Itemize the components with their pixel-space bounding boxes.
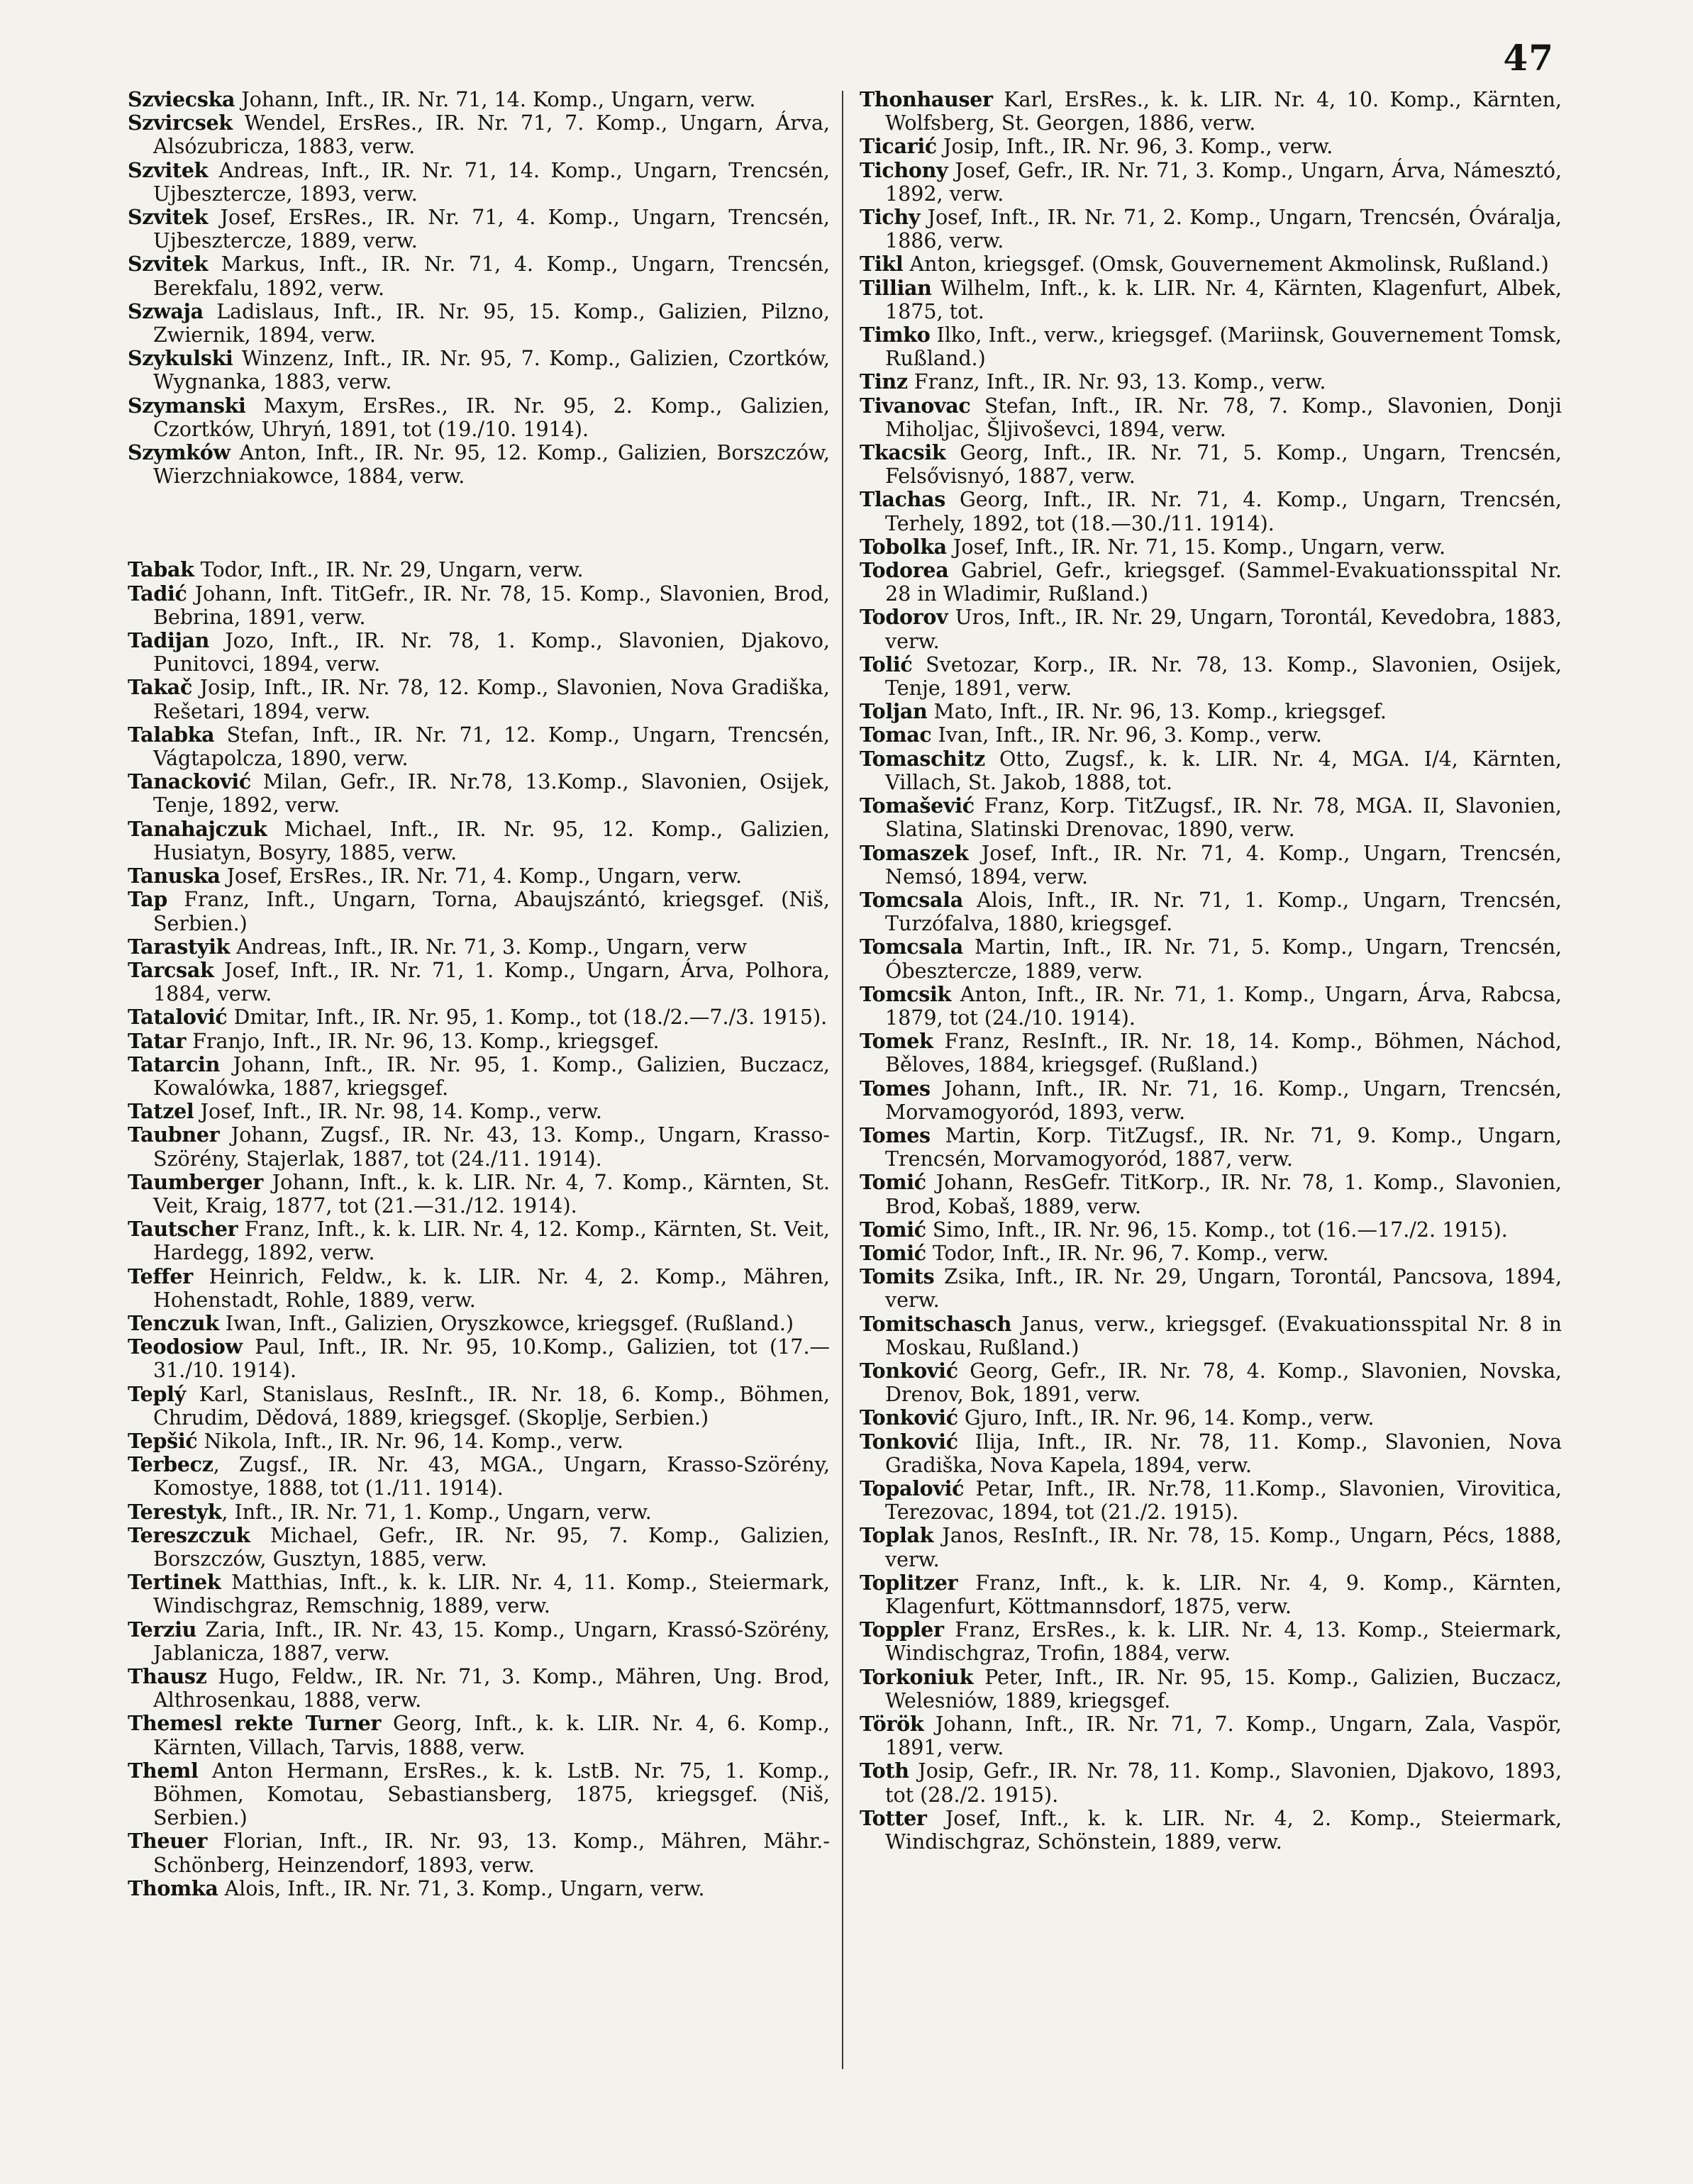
entry-surname: Tolić [860, 652, 913, 676]
list-entry [860, 1077, 1562, 1124]
list-entry [128, 582, 830, 629]
entry-details: Alois, Inft., IR. Nr. 71, 3. Komp., Ungarn, verw. [218, 1876, 705, 1900]
entry-details: Uros, Inft., IR. Nr. 29, Ungarn, Torontál, Kevedobra, 1883, verw. [885, 606, 1562, 653]
entry-details: Hugo, Feldw., IR. Nr. 71, 3. Komp., Mähren, Ung. Brod, Althrosenkau, 1888, verw. [153, 1665, 830, 1712]
entry-surname: Taubner [128, 1122, 220, 1147]
entry-details: Franz, Korp. TitZugsf., IR. Nr. 78, MGA. II, Slavonien, Slatina, Slatinski Drenovac, 1890, verw. [885, 794, 1562, 842]
entry-details: Ladislaus, Inft., IR. Nr. 95, 15. Komp., Galizien, Pilzno, Zwiernik, 1894, verw. [153, 299, 830, 347]
entry-surname: Tepšić [128, 1428, 198, 1453]
entry-surname: Tadić [128, 581, 187, 606]
entry-surname: Thausz [128, 1664, 207, 1688]
list-entry [860, 1571, 1562, 1618]
entry-details: Nikola, Inft., IR. Nr. 96, 14. Komp., verw. [197, 1429, 623, 1453]
list-entry [128, 935, 830, 959]
list-entry [860, 277, 1562, 323]
entry-details: Iwan, Inft., Galizien, Oryszkowce, kriegsgef. (Rußland.) [218, 1311, 794, 1335]
entry-details: Anton, kriegsgef. (Omsk, Gouvernement Akmolinsk, Rußland.) [903, 252, 1549, 277]
list-entry [860, 983, 1562, 1030]
list-entry [860, 935, 1562, 982]
entry-surname: Tobolka [860, 534, 947, 559]
entry-surname: Tatar [128, 1028, 187, 1053]
entry-surname: Toplitzer [860, 1570, 958, 1595]
entry-details: Johann, Inft., IR. Nr. 71, 16. Komp., Ungarn, Trencsén, Morvamogyoród, 1893, verw. [885, 1076, 1562, 1124]
list-entry [128, 252, 830, 299]
entry-details: Matthias, Inft., k. k. LIR. Nr. 4, 11. Komp., Steiermark, Windischgraz, Remschnig, 1889, verw. [153, 1571, 830, 1618]
entry-details: Franjo, Inft., IR. Nr. 96, 13. Komp., kriegsgef. [186, 1029, 660, 1053]
list-entry [128, 1123, 830, 1170]
list-entry [860, 559, 1562, 606]
list-entry [128, 1335, 830, 1382]
entry-details: Josef, Inft., k. k. LIR. Nr. 4, 2. Komp., Steiermark, Windischgraz, Schönstein, 1889, verw. [885, 1806, 1562, 1854]
list-entry [128, 1712, 830, 1759]
entry-surname: Tarastyik [128, 934, 231, 959]
entry-surname: Tonković [860, 1358, 958, 1383]
entry-details: Petar, Inft., IR. Nr.78, 11.Komp., Slavonien, Virovitica, Terezovac, 1894, tot (21./2. 1915). [885, 1476, 1562, 1525]
list-entry [128, 1053, 830, 1100]
entry-surname: Tenczuk [128, 1310, 219, 1335]
list-entry [128, 676, 830, 723]
entry-surname: Tinz [860, 369, 908, 394]
entry-surname: Tichony [860, 157, 948, 182]
list-entry [860, 1477, 1562, 1524]
entry-details: Otto, Zugsf., k. k. LIR. Nr. 4, MGA. I/4, Kärnten, Villach, St. Jakob, 1888, tot. [885, 747, 1562, 794]
entry-details: Janus, verw., kriegsgef. (Evakuationsspital Nr. 8 in Moskau, Rußland.) [885, 1312, 1562, 1359]
entry-details: Josef, Inft., IR. Nr. 71, 15. Komp., Ungarn, verw. [946, 535, 1446, 559]
list-entry [128, 1430, 830, 1453]
list-entry [860, 1524, 1562, 1571]
entry-details: Josef, ErsRes., IR. Nr. 71, 4. Komp., Ungarn, verw. [220, 864, 743, 888]
entry-surname: Tkacsik [860, 440, 946, 465]
entry-details: Todor, Inft., IR. Nr. 29, Ungarn, verw. [194, 558, 584, 582]
list-entry [860, 135, 1562, 158]
list-entry [860, 1218, 1562, 1242]
entry-surname: Toth [860, 1759, 909, 1783]
entry-surname: Szymanski [128, 393, 246, 418]
entry-details: Josef, Inft., IR. Nr. 71, 4. Komp., Ungarn, Trencsén, Nemsó, 1894, verw. [885, 841, 1562, 888]
entry-details: Winzenz, Inft., IR. Nr. 95, 7. Komp., Galizien, Czortków, Wygnanka, 1883, verw. [153, 347, 830, 394]
entry-surname: Tereszczuk [128, 1522, 250, 1547]
entry-details: Jozo, Inft., IR. Nr. 78, 1. Komp., Slavonien, Djakovo, Punitovci, 1894, verw. [153, 629, 830, 676]
entry-surname: Tonković [860, 1429, 958, 1454]
entry-surname: Tomcsik [860, 981, 951, 1006]
list-entry [128, 1877, 830, 1900]
section-gap [128, 488, 830, 558]
entry-surname: Tomek [860, 1029, 933, 1054]
list-entry [128, 1500, 830, 1524]
entry-surname: Tanuska [128, 864, 221, 888]
list-entry [128, 206, 830, 252]
entry-details: Josef, ErsRes., IR. Nr. 71, 4. Komp., Ungarn, Trencsén, Ujbesztercze, 1889, verw. [153, 206, 830, 253]
entry-details: Markus, Inft., IR. Nr. 71, 4. Komp., Ungarn, Trencsén, Berekfalu, 1892, verw. [153, 252, 830, 300]
entry-details: Karl, ErsRes., k. k. LIR. Nr. 4, 10. Komp., Kärnten, Wolfsberg, St. Georgen, 1886, verw. [885, 88, 1562, 135]
entry-details: Zaria, Inft., IR. Nr. 43, 15. Komp., Ungarn, Krassó-Szörény, Jablanicza, 1887, verw. [153, 1617, 830, 1665]
entry-surname: Teffer [128, 1264, 193, 1288]
entry-surname: Torkoniuk [860, 1664, 974, 1689]
entry-details: Johann, Inft., k. k. LIR. Nr. 4, 7. Komp., Kärnten, St. Veit, Kraig, 1877, tot (21.—31./12. 1914). [153, 1170, 830, 1218]
list-entry [860, 1313, 1562, 1359]
entry-surname: Toppler [860, 1617, 944, 1642]
list-entry [860, 370, 1562, 394]
entry-details: Andreas, Inft., IR. Nr. 71, 3. Komp., Ungarn, verw [230, 935, 748, 959]
entry-surname: Todorea [860, 558, 949, 583]
entry-details: Franz, Inft., k. k. LIR. Nr. 4, 12. Komp., Kärnten, St. Veit, Hardegg, 1892, verw. [153, 1218, 830, 1265]
entry-details: Johann, Zugsf., IR. Nr. 43, 13. Komp., Ungarn, Krasso-Szörény, Stajerlak, 1887, tot (24./11. 1914). [153, 1123, 830, 1171]
list-entry [128, 1100, 830, 1123]
entry-surname: Tomcsala [860, 887, 963, 912]
entry-details: Anton, Inft., IR. Nr. 71, 1. Komp., Ungarn, Árva, Rabcsa, 1879, tot (24./10. 1914). [885, 982, 1562, 1030]
entry-details: Gjuro, Inft., IR. Nr. 96, 14. Komp., verw. [957, 1406, 1375, 1430]
entry-surname: Timko [860, 323, 931, 347]
list-entry [128, 1383, 830, 1430]
entry-details: Johann, Inft. TitGefr., IR. Nr. 78, 15. Komp., Slavonien, Brod, Bebrina, 1891, verw. [153, 581, 830, 629]
entry-details: Johann, Inft., IR. Nr. 71, 7. Komp., Ungarn, Zala, Vaspör, 1891, verw. [885, 1712, 1562, 1760]
entry-surname: Todorov [860, 605, 948, 630]
entry-surname: Tadijan [128, 628, 210, 653]
list-entry [860, 842, 1562, 888]
list-entry [128, 770, 830, 817]
entry-details: Wendel, ErsRes., IR. Nr. 71, 7. Komp., Ungarn, Árva, Alsózubricza, 1883, verw. [153, 111, 830, 159]
list-entry [860, 606, 1562, 652]
entry-surname: Tatzel [128, 1099, 194, 1124]
entry-details: Mato, Inft., IR. Nr. 96, 13. Komp., kriegsgef. [927, 700, 1387, 724]
entry-details: Svetozar, Korp., IR. Nr. 78, 13. Komp., Slavonien, Osijek, Tenje, 1891, verw. [885, 652, 1562, 701]
entry-details: Franz, ResInft., IR. Nr. 18, 14. Komp., Böhmen, Náchod, Běloves, 1884, kriegsgef. (Rußland.) [885, 1030, 1562, 1077]
entry-surname: Toplak [860, 1523, 934, 1548]
entry-surname: Thomka [128, 1876, 218, 1900]
entry-details: Franz, Inft., k. k. LIR. Nr. 4, 9. Komp., Kärnten, Klagenfurt, Köttmannsdorf, 1875, verw. [885, 1571, 1562, 1618]
entry-details: Simo, Inft., IR. Nr. 96, 15. Komp., tot (16.—17./2. 1915). [926, 1218, 1508, 1242]
list-entry [128, 1030, 830, 1053]
entry-details: Johann, Inft., IR. Nr. 71, 14. Komp., Ungarn, verw. [235, 88, 756, 111]
entry-surname: Toljan [860, 699, 928, 724]
list-entry [860, 1265, 1562, 1312]
list-entry [128, 1218, 830, 1264]
list-entry [128, 1171, 830, 1218]
list-entry [860, 1618, 1562, 1665]
list-entry [860, 88, 1562, 135]
list-entry [860, 1124, 1562, 1171]
list-entry [860, 323, 1562, 370]
entry-surname: Theml [128, 1758, 199, 1783]
entry-details: Zsika, Inft., IR. Nr. 29, Ungarn, Torontál, Pancsova, 1894, verw. [885, 1265, 1562, 1313]
entry-surname: Szviecska [128, 87, 235, 111]
entry-surname: Tautscher [128, 1217, 238, 1242]
entry-details: Martin, Korp. TitZugsf., IR. Nr. 71, 9. Komp., Ungarn, Trencsén, Morvamogyoród, 1887, verw. [885, 1123, 1562, 1171]
list-entry [860, 794, 1562, 841]
entry-surname: Terbecz [128, 1452, 213, 1477]
list-entry [860, 1359, 1562, 1406]
entry-details: Josip, Gefr., IR. Nr. 78, 11. Komp., Slavonien, Djakovo, 1893, tot (28./2. 1915). [885, 1759, 1562, 1807]
entry-details: , Zugsf., IR. Nr. 43, MGA., Ungarn, Krasso-Szörény, Komostye, 1888, tot (1./11. 1914). [153, 1453, 830, 1500]
entry-surname: Tomić [860, 1170, 926, 1195]
entry-details: Stefan, Inft., IR. Nr. 78, 7. Komp., Slavonien, Donji Miholjac, Šljivoševci, 1894, verw. [885, 394, 1562, 441]
entry-details: Ilija, Inft., IR. Nr. 78, 11. Komp., Slavonien, Nova Gradiška, Nova Kapela, 1894, verw. [885, 1430, 1562, 1477]
list-entry [860, 1712, 1562, 1759]
list-entry [128, 159, 830, 206]
column-divider [842, 91, 843, 2069]
entry-details: Georg, Inft., IR. Nr. 71, 4. Komp., Ungarn, Trencsén, Terhely, 1892, tot (18.—30./11. 1914). [885, 488, 1562, 535]
entry-surname: Talabka [128, 722, 215, 747]
entry-details: Karl, Stanislaus, ResInft., IR. Nr. 18, 6. Komp., Böhmen, Chrudim, Dědová, 1889, kriegsgef. (Skoplje, Serbien.) [153, 1382, 830, 1430]
list-entry [128, 959, 830, 1005]
entry-surname: Szvitek [128, 252, 209, 277]
list-entry [128, 1571, 830, 1617]
entry-surname: Szvitek [128, 157, 209, 182]
list-entry [860, 1807, 1562, 1854]
entry-details: Wilhelm, Inft., k. k. LIR. Nr. 4, Kärnten, Klagenfurt, Albek, 1875, tot. [885, 276, 1562, 323]
entry-details: Michael, Inft., IR. Nr. 95, 12. Komp., Galizien, Husiatyn, Bosyry, 1885, verw. [153, 817, 830, 864]
list-entry [128, 1759, 830, 1830]
list-entry [860, 888, 1562, 935]
list-entry [128, 111, 830, 158]
entry-details: Stefan, Inft., IR. Nr. 71, 12. Komp., Ungarn, Trencsén, Vágtapolcza, 1890, verw. [153, 723, 830, 771]
entry-surname: Tomes [860, 1076, 931, 1101]
list-entry [128, 1618, 830, 1665]
entry-surname: Tatarcin [128, 1052, 221, 1076]
entry-surname: Thonhauser [860, 87, 993, 111]
list-entry [860, 252, 1562, 276]
entry-surname: Theuer [128, 1829, 208, 1854]
list-entry [860, 206, 1562, 252]
list-entry [128, 1829, 830, 1876]
entry-surname: Tomitschasch [860, 1311, 1012, 1336]
entry-surname: Tlachas [860, 487, 945, 512]
entry-details: Josip, Inft., IR. Nr. 96, 3. Komp., verw. [936, 135, 1333, 159]
entry-details: Josef, Inft., IR. Nr. 71, 1. Komp., Ungarn, Árva, Polhora, 1884, verw. [153, 958, 830, 1006]
entry-details: Johann, Inft., IR. Nr. 95, 1. Komp., Galizien, Buczacz, Kowalówka, 1887, kriegsgef. [153, 1052, 830, 1100]
entry-surname: Tomaszek [860, 840, 969, 865]
entry-details: Georg, Inft., IR. Nr. 71, 5. Komp., Ungarn, Trencsén, Felsővisnyó, 1887, verw. [885, 441, 1562, 489]
entry-details: Gabriel, Gefr., kriegsgef. (Sammel-Evakuationsspital Nr. 28 in Wladimir, Rußland.) [885, 559, 1562, 606]
entry-details: Johann, ResGefr. TitKorp., IR. Nr. 78, 1. Komp., Slavonien, Brod, Kobaš, 1889, verw. [885, 1171, 1562, 1218]
entry-surname: Tikl [860, 252, 904, 277]
list-entry [860, 1171, 1562, 1218]
entry-surname: Szymków [128, 440, 231, 465]
entry-details: Andreas, Inft., IR. Nr. 71, 14. Komp., Ungarn, Trencsén, Ujbesztercze, 1893, verw. [153, 158, 830, 206]
entry-details: Todor, Inft., IR. Nr. 96, 7. Komp., verw. [926, 1241, 1329, 1265]
entry-surname: Tatalović [128, 1005, 228, 1030]
list-entry [128, 1665, 830, 1712]
list-entry [860, 1666, 1562, 1712]
list-entry [128, 1312, 830, 1335]
list-entry [860, 1406, 1562, 1430]
entry-surname: Tichy [860, 205, 921, 230]
entry-surname: Takač [128, 675, 193, 700]
entry-surname: Tomcsala [860, 935, 963, 959]
entry-surname: Taumberger [128, 1169, 263, 1194]
entry-details: Josip, Inft., IR. Nr. 78, 12. Komp., Slavonien, Nova Gradiška, Rešetari, 1894, verw. [153, 676, 830, 723]
list-entry [860, 394, 1562, 441]
entry-details: Florian, Inft., IR. Nr. 93, 13. Komp., Mähren, Mähr.-Schönberg, Heinzendorf, 1893, verw. [153, 1829, 830, 1877]
entry-details: Franz, Inft., IR. Nr. 93, 13. Komp., verw. [907, 370, 1326, 394]
entry-surname: Szvitek [128, 205, 209, 230]
list-entry [128, 394, 830, 441]
entry-surname: Tanahajczuk [128, 816, 267, 841]
list-entry [860, 1030, 1562, 1076]
entry-surname: Tomac [860, 723, 932, 747]
entry-surname: Themesl rekte Turner [128, 1711, 382, 1736]
entry-details: Anton Hermann, ErsRes., k. k. LstB. Nr. 75, 1. Komp., Böhmen, Komotau, Sebastiansberg, 1875, kriegsgef. (Niš, Serbien.) [153, 1759, 830, 1830]
entry-surname: Tabak [128, 557, 194, 582]
right-column [860, 88, 1562, 1854]
entry-details: Heinrich, Feldw., k. k. LIR. Nr. 4, 2. Komp., Mähren, Hohenstadt, Rohle, 1889, verw. [153, 1264, 830, 1312]
entry-details: Franz, ErsRes., k. k. LIR. Nr. 4, 13. Komp., Steiermark, Windischgraz, Trofin, 1884, verw. [885, 1618, 1562, 1666]
entry-surname: Totter [860, 1805, 927, 1830]
entry-details: Janos, ResInft., IR. Nr. 78, 15. Komp., Ungarn, Pécs, 1888, verw. [885, 1524, 1562, 1571]
entry-surname: Tertinek [128, 1570, 221, 1595]
entry-details: Ilko, Inft., verw., kriegsgef. (Mariinsk, Gouvernement Tomsk, Rußland.) [885, 323, 1562, 371]
entry-surname: Tomaschitz [860, 746, 985, 771]
entry-surname: Topalović [860, 1476, 965, 1500]
entry-surname: Tomes [860, 1122, 931, 1147]
list-entry [860, 747, 1562, 794]
list-entry [128, 558, 830, 581]
entry-surname: Terestyk [128, 1499, 222, 1524]
entry-details: Paul, Inft., IR. Nr. 95, 10.Komp., Galizien, tot (17.—31./10. 1914). [153, 1335, 830, 1383]
entry-surname: Tonković [860, 1405, 958, 1430]
list-entry [860, 441, 1562, 488]
list-entry [128, 888, 830, 935]
entry-details: Ivan, Inft., IR. Nr. 96, 3. Komp., verw. [931, 723, 1322, 747]
entry-surname: Török [860, 1712, 924, 1737]
entry-details: Anton, Inft., IR. Nr. 95, 12. Komp., Galizien, Borszczów, Wierzchniakowce, 1884, verw. [153, 441, 830, 489]
entry-surname: Szykulski [128, 346, 233, 371]
list-entry [128, 864, 830, 888]
entry-surname: Tomits [860, 1264, 935, 1289]
list-entry [128, 723, 830, 770]
entry-surname: Tivanovac [860, 393, 971, 418]
entry-details: Michael, Gefr., IR. Nr. 95, 7. Komp., Galizien, Borszczów, Gusztyn, 1885, verw. [153, 1523, 830, 1571]
entry-surname: Tomašević [860, 793, 975, 818]
list-entry [128, 1265, 830, 1312]
entry-surname: Terziu [128, 1617, 197, 1642]
list-entry [860, 700, 1562, 723]
entry-details: , Inft., IR. Nr. 71, 1. Komp., Ungarn, verw. [221, 1500, 652, 1524]
list-entry [128, 1453, 830, 1500]
list-entry [128, 818, 830, 864]
entry-surname: Tomić [860, 1217, 926, 1242]
entry-details: Peter, Inft., IR. Nr. 95, 15. Komp., Galizien, Buczacz, Welesniów, 1889, kriegsgef. [885, 1665, 1562, 1712]
entry-details: Georg, Inft., k. k. LIR. Nr. 4, 6. Komp., Kärnten, Villach, Tarvis, 1888, verw. [153, 1712, 830, 1759]
entry-details: Milan, Gefr., IR. Nr.78, 13.Komp., Slavonien, Osijek, Tenje, 1892, verw. [153, 770, 830, 818]
entry-details: Maxym, ErsRes., IR. Nr. 95, 2. Komp., Galizien, Czortków, Uhryń, 1891, tot (19./10. 1914). [153, 394, 830, 441]
list-entry [128, 441, 830, 488]
entry-details: Dmitar, Inft., IR. Nr. 95, 1. Komp., tot (18./2.—7./3. 1915). [227, 1005, 828, 1030]
entry-details: Alois, Inft., IR. Nr. 71, 1. Komp., Ungarn, Trencsén, Turzófalva, 1880, kriegsgef. [885, 888, 1562, 936]
entry-surname: Tap [128, 887, 167, 912]
entry-surname: Teplý [128, 1381, 186, 1406]
list-entry [128, 300, 830, 347]
list-entry [860, 159, 1562, 206]
entry-surname: Ticarić [860, 134, 937, 159]
list-entry [860, 488, 1562, 535]
entry-surname: Szvircsek [128, 111, 233, 135]
entry-surname: Szwaja [128, 299, 204, 323]
entry-details: Georg, Gefr., IR. Nr. 78, 4. Komp., Slavonien, Novska, Drenov, Bok, 1891, verw. [885, 1359, 1562, 1407]
entry-details: Josef, Inft., IR. Nr. 98, 14. Komp., verw. [194, 1100, 602, 1124]
entry-surname: Tillian [860, 275, 932, 300]
list-entry [860, 535, 1562, 559]
entry-details: Josef, Inft., IR. Nr. 71, 2. Komp., Ungarn, Trencsén, Óváralja, 1886, verw. [885, 206, 1562, 253]
entry-surname: Tanacković [128, 769, 251, 794]
entry-details: Josef, Gefr., IR. Nr. 71, 3. Komp., Ungarn, Árva, Námesztó, 1892, verw. [885, 158, 1562, 206]
entry-surname: Tomić [860, 1240, 926, 1265]
list-entry [860, 653, 1562, 700]
list-entry [128, 88, 830, 111]
list-entry [128, 629, 830, 676]
list-entry [128, 1005, 830, 1029]
list-entry [128, 1524, 830, 1571]
list-entry [860, 1430, 1562, 1477]
entry-surname: Teodosiow [128, 1335, 243, 1359]
list-entry [860, 723, 1562, 747]
list-entry [860, 1759, 1562, 1806]
left-column [128, 88, 830, 1900]
list-entry [128, 347, 830, 394]
list-entry [860, 1242, 1562, 1265]
entry-surname: Tarcsak [128, 957, 214, 982]
page-number: 47 [1503, 37, 1554, 79]
entry-details: Martin, Inft., IR. Nr. 71, 5. Komp., Ungarn, Trencsén, Óbesztercze, 1889, verw. [885, 935, 1562, 983]
entry-details: Franz, Inft., Ungarn, Torna, Abaujszántó, kriegsgef. (Niš, Serbien.) [153, 888, 830, 935]
